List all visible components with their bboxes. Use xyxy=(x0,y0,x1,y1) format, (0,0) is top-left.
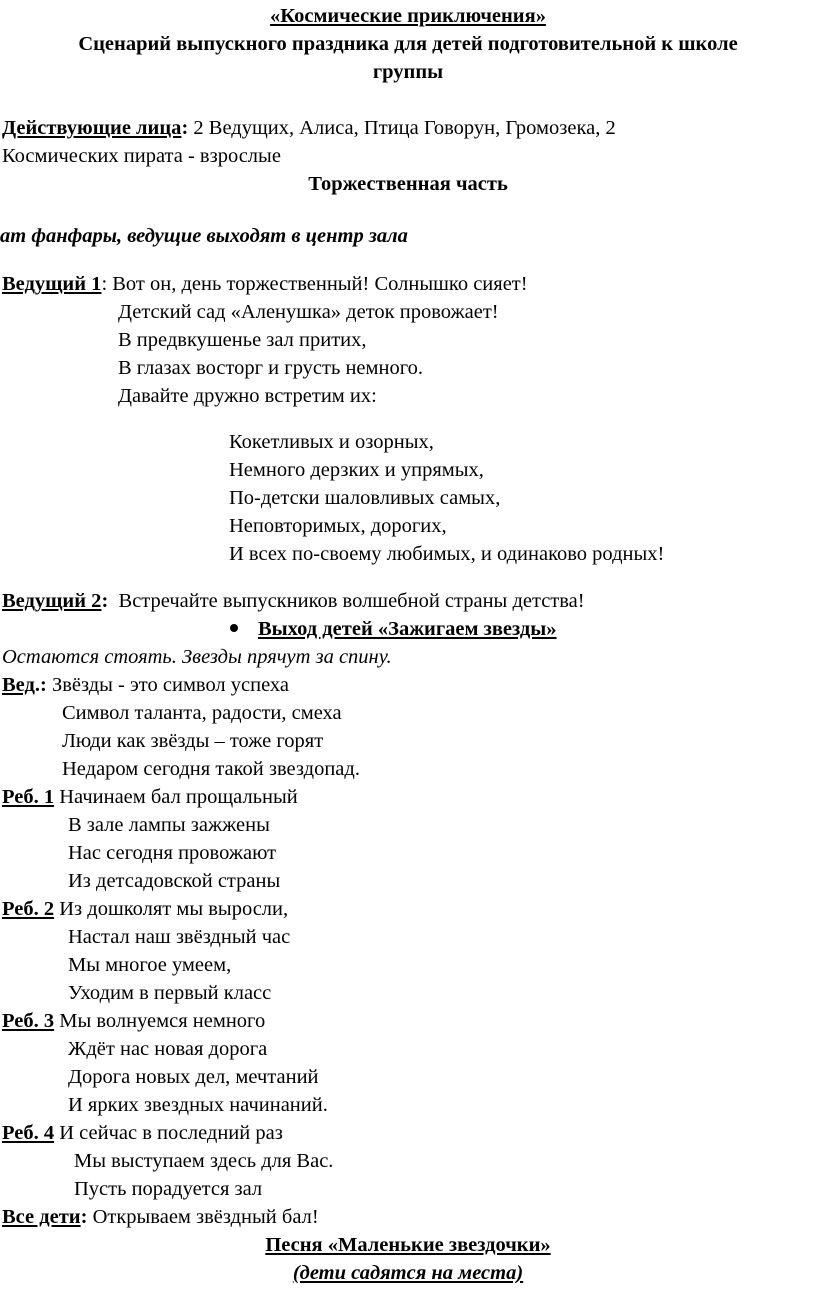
song-title: Песня «Маленькие звездочки» xyxy=(265,1234,551,1256)
ved-first-line xyxy=(2,671,289,699)
ved-line: Символ таланта, радости, смеха xyxy=(62,702,342,724)
child2-text: Из дошколят мы выросли, xyxy=(54,898,289,920)
characters-label: Действующие лица xyxy=(2,117,182,139)
child2-first-line xyxy=(2,895,288,923)
child2-line: Настал наш звёздный час xyxy=(68,926,291,948)
child1-speaker: Реб. 1 xyxy=(2,786,55,808)
host1-line: Давайте дружно встретим их: xyxy=(118,385,377,407)
child4-line: Пусть порадуется зал xyxy=(74,1178,263,1200)
characters-line-2: Космических пирата - взрослые xyxy=(2,145,281,167)
host1-text: : Вот он, день торжественный! Солнышко сияет! xyxy=(101,273,528,295)
host1-verse-line: И всех по-своему любимых, и одинаково родных! xyxy=(229,543,665,565)
all-children-speaker: Все дети xyxy=(2,1206,81,1228)
child2-line: Мы многое умеем, xyxy=(68,954,232,976)
host2-text: Встречайте выпускников волшебной страны детства! xyxy=(108,590,585,612)
host2-colon: : xyxy=(101,590,109,612)
child1-line: Из детсадовской страны xyxy=(68,870,281,892)
section-heading: Торжественная часть xyxy=(308,173,508,195)
stage-direction-fanfare: ат фанфары, ведущие выходят в центр зала xyxy=(0,225,408,247)
host1-verse-line: По-детски шаловливых самых, xyxy=(229,487,501,509)
host1-line: Детский сад «Аленушка» деток провожает! xyxy=(118,301,499,323)
host1-line: В глазах восторг и грусть немного. xyxy=(118,357,423,379)
ved-line: Недаром сегодня такой звездопад. xyxy=(62,758,360,780)
stage-direction-stars: Остаются стоять. Звезды прячут за спину. xyxy=(2,646,392,668)
child4-line: Мы выступаем здесь для Вас. xyxy=(74,1150,334,1172)
host1-line: В предвкушенье зал притих, xyxy=(118,329,367,351)
child4-first-line xyxy=(2,1119,283,1147)
stage-direction-seats: (дети садятся на места) xyxy=(292,1262,524,1284)
bullet-icon xyxy=(230,624,238,632)
child1-line: Нас сегодня провожают xyxy=(68,842,277,864)
ved-speaker: Вед xyxy=(2,674,35,696)
ved-suffix: .: xyxy=(34,674,47,696)
child3-line: Дорога новых дел, мечтаний xyxy=(68,1066,319,1088)
child4-speaker: Реб. 4 xyxy=(2,1122,55,1144)
child3-line: Ждёт нас новая дорога xyxy=(68,1038,268,1060)
ved-text: Звёзды - это символ успеха xyxy=(46,674,290,696)
child3-first-line xyxy=(2,1007,265,1035)
child3-text: Мы волнуемся немного xyxy=(54,1010,266,1032)
characters-colon: : xyxy=(181,117,189,139)
all-children-text: Открываем звёздный бал! xyxy=(87,1206,319,1228)
host1-verse-line: Неповторимых, дорогих, xyxy=(229,515,447,537)
subtitle-line-2: группы xyxy=(372,61,444,83)
child3-speaker: Реб. 3 xyxy=(2,1010,55,1032)
child1-line: В зале лампы зажжены xyxy=(68,814,270,836)
host1-verse-line: Кокетливых и озорных, xyxy=(229,431,434,453)
host2-speaker: Ведущий 2 xyxy=(2,590,102,612)
ved-line: Люди как звёзды – тоже горят xyxy=(62,730,324,752)
children-entrance-text: Выход детей «Зажигаем звезды» xyxy=(258,618,557,640)
host1-speaker: Ведущий 1 xyxy=(2,273,102,295)
all-children-colon: : xyxy=(80,1206,88,1228)
all-children-line xyxy=(2,1203,319,1231)
child1-text: Начинаем бал прощальный xyxy=(54,786,298,808)
child4-text: И сейчас в последний раз xyxy=(54,1122,283,1144)
child2-speaker: Реб. 2 xyxy=(2,898,55,920)
host1-verse-line: Немного дерзких и упрямых, xyxy=(229,459,484,481)
children-entrance xyxy=(230,615,557,643)
document-title: «Космические приключения» xyxy=(270,5,546,27)
subtitle-line-1: Сценарий выпускного праздника для детей подготовительной к школе xyxy=(78,33,738,55)
characters-line-1 xyxy=(2,114,616,142)
child2-line: Уходим в первый класс xyxy=(68,982,272,1004)
characters-text-1: 2 Ведущих, Алиса, Птица Говорун, Громозека, 2 xyxy=(188,117,616,139)
host2-line xyxy=(2,587,585,615)
child1-first-line xyxy=(2,783,298,811)
child3-line: И ярких звездных начинаний. xyxy=(68,1094,328,1116)
host1-first-line xyxy=(2,270,528,298)
